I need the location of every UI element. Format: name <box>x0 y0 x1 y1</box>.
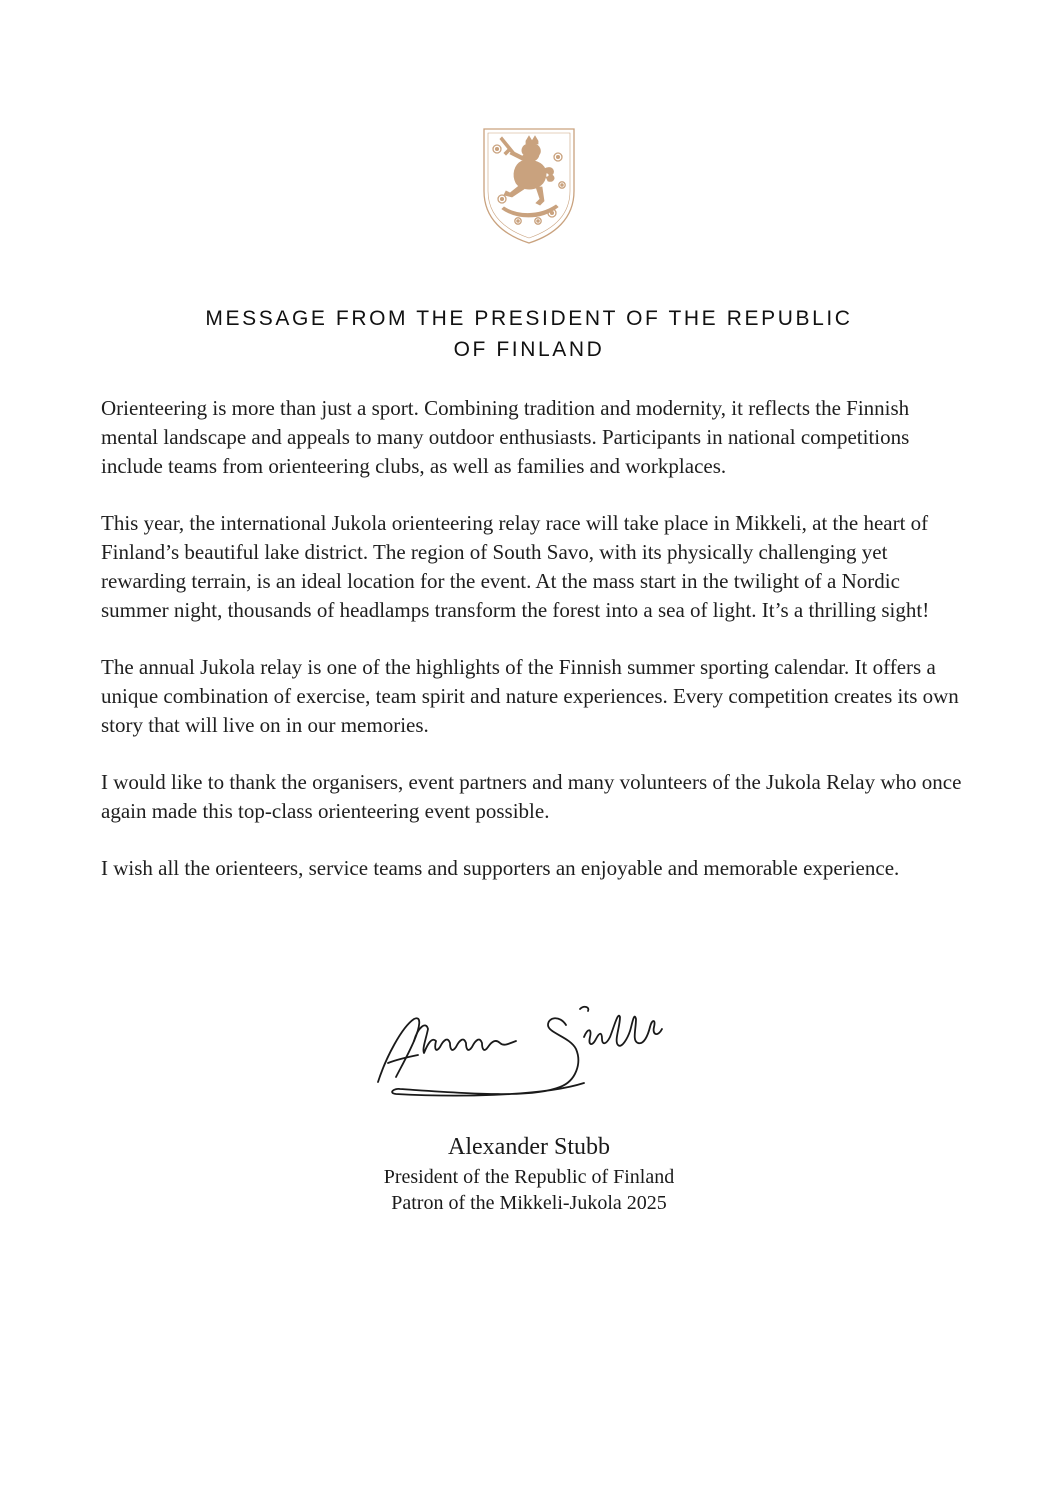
page-title-line-1: MESSAGE FROM THE PRESIDENT OF THE REPUBLIC <box>205 307 853 330</box>
page-title-line-2: OF FINLAND <box>453 338 605 361</box>
paragraph-1: Orienteering is more than just a sport. Combining tradition and modernity, it reflects the Finnish mental landscape and appeals to many outdoor enthusiasts. Participants in national competitions include teams from orienteering clubs, as well as families and workplaces. <box>101 396 910 478</box>
page-title <box>100 303 958 365</box>
signatory-name: Alexander Stubb <box>448 1134 610 1160</box>
signatory-title: President of the Republic of Finland <box>383 1166 675 1188</box>
letter-body <box>101 394 963 911</box>
paragraph-3: The annual Jukola relay is one of the highlights of the Finnish summer sporting calendar. It offers a unique combination of exercise, team spirit and nature experiences. Every competition creates its own story that will live on in our memories. <box>101 655 959 737</box>
signoff-block <box>300 1130 758 1216</box>
signatory-patron-line: Patron of the Mikkeli-Jukola 2025 <box>391 1192 667 1214</box>
paragraph-2: This year, the international Jukola orienteering relay race will take place in Mikkeli, at the heart of Finland’s beautiful lake district. The region of South Savo, with its physically challenging yet rewarding terrain, is an ideal location for the event. At the mass start in the twilight of a Nordic summer night, thousands of headlamps transform the forest into a sea of light. It’s a thrilling sight! <box>101 511 930 622</box>
finnish-coat-of-arms-icon <box>482 127 576 245</box>
paragraph-5: I wish all the orienteers, service teams and supporters an enjoyable and memorable experience. <box>101 856 900 880</box>
handwritten-signature-icon <box>370 997 690 1107</box>
paragraph-4: I would like to thank the organisers, event partners and many volunteers of the Jukola Relay who once again made this top-class orienteering event possible. <box>101 770 962 823</box>
